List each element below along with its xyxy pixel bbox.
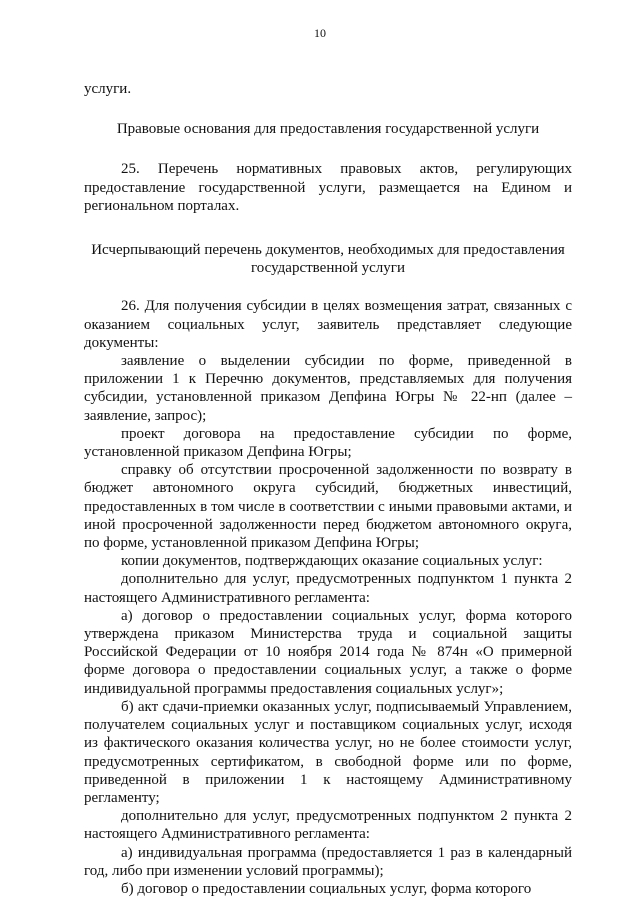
list-item-a-program: а) индивидуальная программа (предоставляется 1 раз в календарный год, либо при изменении условий программы); [84,844,572,879]
document-body [84,80,572,898]
list-item-b-contract: б) договор о предоставлении социальных услуг, форма которого [121,880,532,897]
list-item-b-act: б) акт сдачи-приемки оказанных услуг, подписываемый Управлением, получателем социальных услуг и поставщиком социальных услуг, исходя из фактического оказания количества услуг, но не более стоимости услуг, предусмотренных сертификатом, в свободной форме или по форме, приведенной в приложении 1 к настоящему Административному регламенту; [84,698,572,806]
paragraph-26: 26. Для получения субсидии в целях возмещения затрат, связанных с оказанием социальных услуг, заявитель представляет следующие документы: [84,298,572,351]
list-item-contract-draft: проект договора на предоставление субсидии по форме, установленной приказом Депфина Югры; [84,425,572,461]
section-heading-documents: Исчерпывающий перечень документов, необходимых для предоставления государственной услуги [91,242,565,277]
list-item-copies: копии документов, подтверждающих оказание социальных услуг: [121,553,543,570]
list-item-debt-certificate: справку об отсутствии просроченной задолженности по возврату в бюджет автономного округа субсидий, бюджетных инвестиций, предоставленных в том числе в соответствии с иными правовыми актами, и иной просроченной задолженности перед бюджетом автономного округа, по форме, установленной приказом Депфина Югры; [84,462,572,552]
list-item-additional-2: дополнительно для услуг, предусмотренных подпунктом 2 пункта 2 настоящего Административного регламента: [84,808,572,843]
paragraph-25: 25. Перечень нормативных правовых актов, регулирующих предоставление государственной услуги, размещается на Едином и региональном порталах. [84,161,572,214]
list-item-application: заявление о выделении субсидии по форме, приведенной в приложении 1 к Перечню документов, представляемых для получения субсидии, установленной приказом Депфина Югры № 22-нп (далее – заявление, запрос); [84,353,572,424]
list-item-a-contract: а) договор о предоставлении социальных услуг, форма которого утверждена приказом Министерства труда и социальной защиты Российской Федерации от 10 ноября 2014 года № 874н «О примерной форме договора о предоставлении социальных услуг, а также о форме индивидуальной программы предоставления социальных услуг»; [84,607,572,697]
page-number: 10 [314,26,326,40]
list-item-additional-1: дополнительно для услуг, предусмотренных подпунктом 1 пункта 2 настоящего Административного регламента: [84,571,572,606]
paragraph-continuation: услуги. [84,81,132,97]
section-heading-legal-basis: Правовые основания для предоставления государственной услуги [116,121,540,138]
